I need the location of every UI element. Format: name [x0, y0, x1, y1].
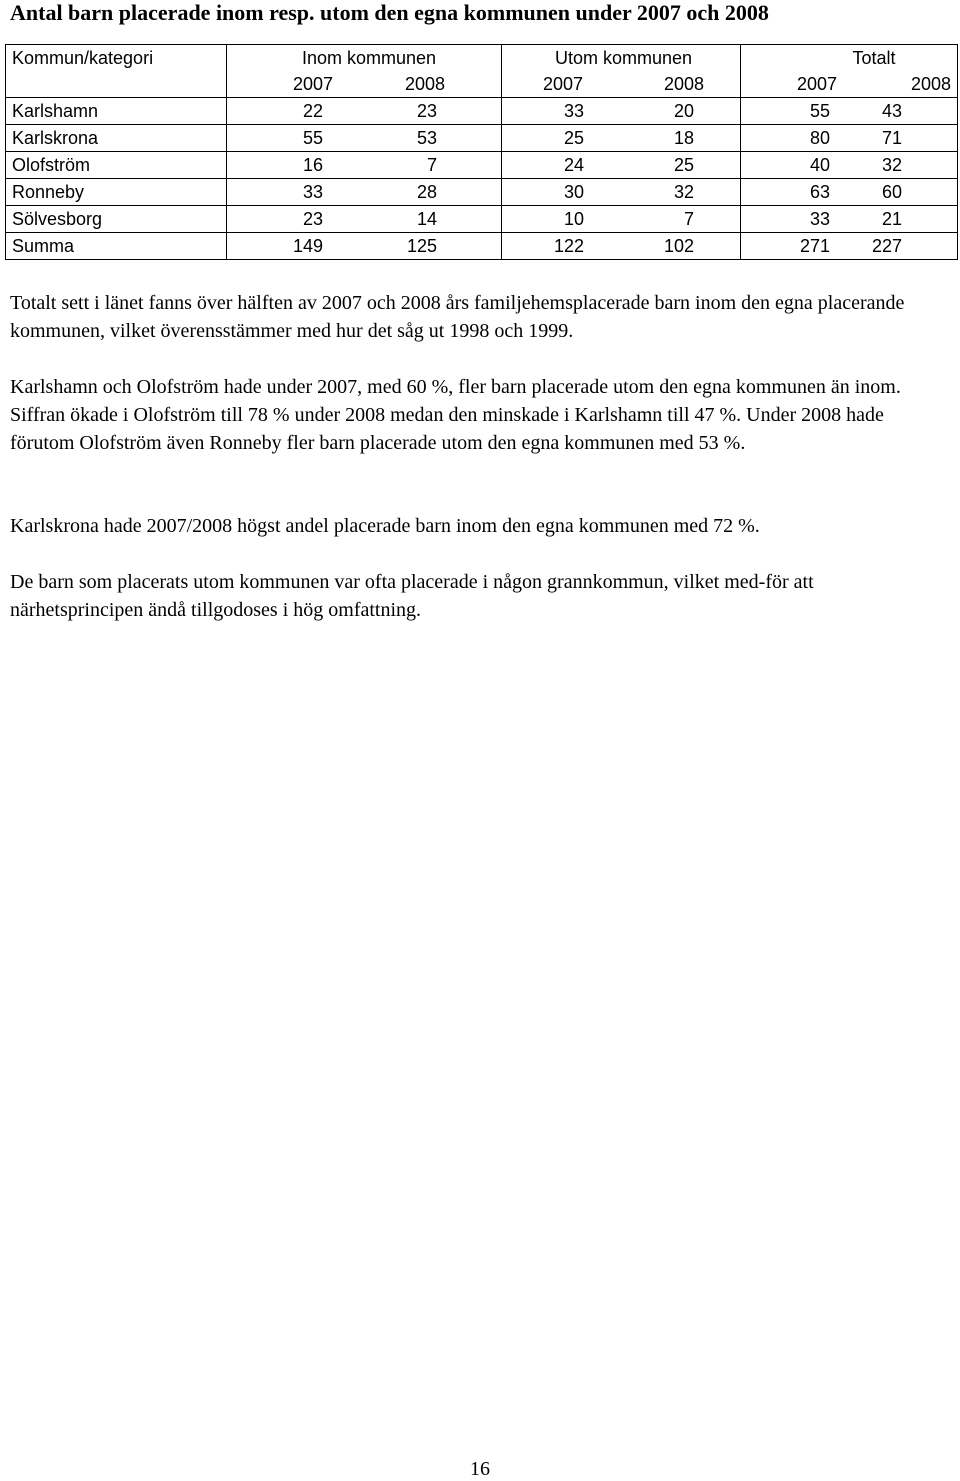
paragraph-text: Karlshamn och Olofström hade under 2007, med 60 %, fler barn placerade utom den egna kommunen än inom. Siffran ökade i Olofström till 78 % under 2008 medan den minskade i Karlshamn till 47 %. Under 2008 hade förutom Olofström även Ronneby fler barn placerade utom den egna kommunen med 53 %.	[10, 376, 901, 454]
cell-value: 22	[302, 101, 323, 121]
row-name: Sölvesborg	[6, 206, 227, 233]
table-row	[6, 179, 958, 206]
table-heading: Antal barn placerade inom resp. utom den egna kommunen under 2007 och 2008	[10, 0, 769, 25]
cell-value: 16	[302, 155, 323, 175]
cell-value: 25	[673, 155, 694, 175]
cell-value: 149	[292, 236, 323, 256]
header-col-label: Kommun/kategori	[6, 45, 227, 98]
cell-value: 25	[563, 128, 584, 148]
cell-value: 55	[302, 128, 323, 148]
row-name: Ronneby	[6, 179, 227, 206]
table-row	[6, 98, 958, 125]
header-group-inom	[227, 45, 502, 98]
cell-value: 30	[563, 182, 584, 202]
cell-value: 23	[302, 209, 323, 229]
paragraph-1	[10, 289, 940, 345]
table-row	[6, 125, 958, 152]
cell-value: 53	[416, 128, 437, 148]
group-year: 2008	[910, 74, 951, 94]
paragraph-3	[10, 512, 940, 540]
group-year: 2008	[404, 74, 445, 94]
cell-value: 18	[673, 128, 694, 148]
group-year: 2007	[797, 74, 838, 94]
cell-value: 7	[426, 155, 437, 175]
paragraph-4	[10, 568, 940, 624]
header-group-utom	[502, 45, 741, 98]
paragraph-text: Totalt sett i länet fanns över hälften av 2007 och 2008 års familjehemsplacerade barn inom den egna placerande kommunen, vilket överensstämmer med hur det såg ut 1998 och 1999.	[10, 292, 905, 342]
cell-value: 33	[809, 209, 830, 229]
cell-value: 28	[416, 182, 437, 202]
cell-value: 7	[683, 209, 694, 229]
cell-value: 125	[406, 236, 437, 256]
cell-value: 21	[881, 209, 902, 229]
cell-value: 60	[881, 182, 902, 202]
cell-value: 71	[881, 128, 902, 148]
table-row	[6, 152, 958, 179]
paragraph-text: Karlskrona hade 2007/2008 högst andel placerade barn inom den egna kommunen med 72 %.	[10, 515, 760, 537]
cell-value: 32	[673, 182, 694, 202]
group-title: Utom kommunen	[554, 48, 693, 68]
paragraph-text: De barn som placerats utom kommunen var ofta placerade i någon grannkommun, vilket med-för att närhetsprincipen ändå tillgodoses i hög omfattning.	[10, 571, 814, 621]
cell-value: 14	[416, 209, 437, 229]
cell-value: 33	[563, 101, 584, 121]
cell-value: 80	[809, 128, 830, 148]
row-name: Olofström	[6, 152, 227, 179]
group-title: Totalt	[852, 48, 896, 68]
table-row-total	[6, 233, 958, 260]
cell-value: 271	[799, 236, 830, 256]
row-name: Karlskrona	[6, 125, 227, 152]
cell-value: 63	[809, 182, 830, 202]
paragraph-2	[10, 373, 940, 457]
cell-value: 43	[881, 101, 902, 121]
placement-table	[5, 44, 958, 260]
cell-value: 227	[871, 236, 902, 256]
cell-value: 24	[563, 155, 584, 175]
cell-value: 32	[881, 155, 902, 175]
header-group-totalt	[741, 45, 958, 98]
cell-value: 33	[302, 182, 323, 202]
group-year: 2007	[293, 74, 334, 94]
row-name: Karlshamn	[6, 98, 227, 125]
cell-value: 55	[809, 101, 830, 121]
table-row	[6, 206, 958, 233]
cell-value: 40	[809, 155, 830, 175]
cell-value: 122	[553, 236, 584, 256]
cell-value: 102	[663, 236, 694, 256]
page-number: 16	[470, 1458, 490, 1480]
cell-value: 10	[563, 209, 584, 229]
cell-value: 20	[673, 101, 694, 121]
table-header-row	[6, 45, 958, 98]
group-year: 2008	[663, 74, 704, 94]
row-name: Summa	[6, 233, 227, 260]
group-year: 2007	[543, 74, 584, 94]
group-title: Inom kommunen	[301, 48, 437, 68]
cell-value: 23	[416, 101, 437, 121]
